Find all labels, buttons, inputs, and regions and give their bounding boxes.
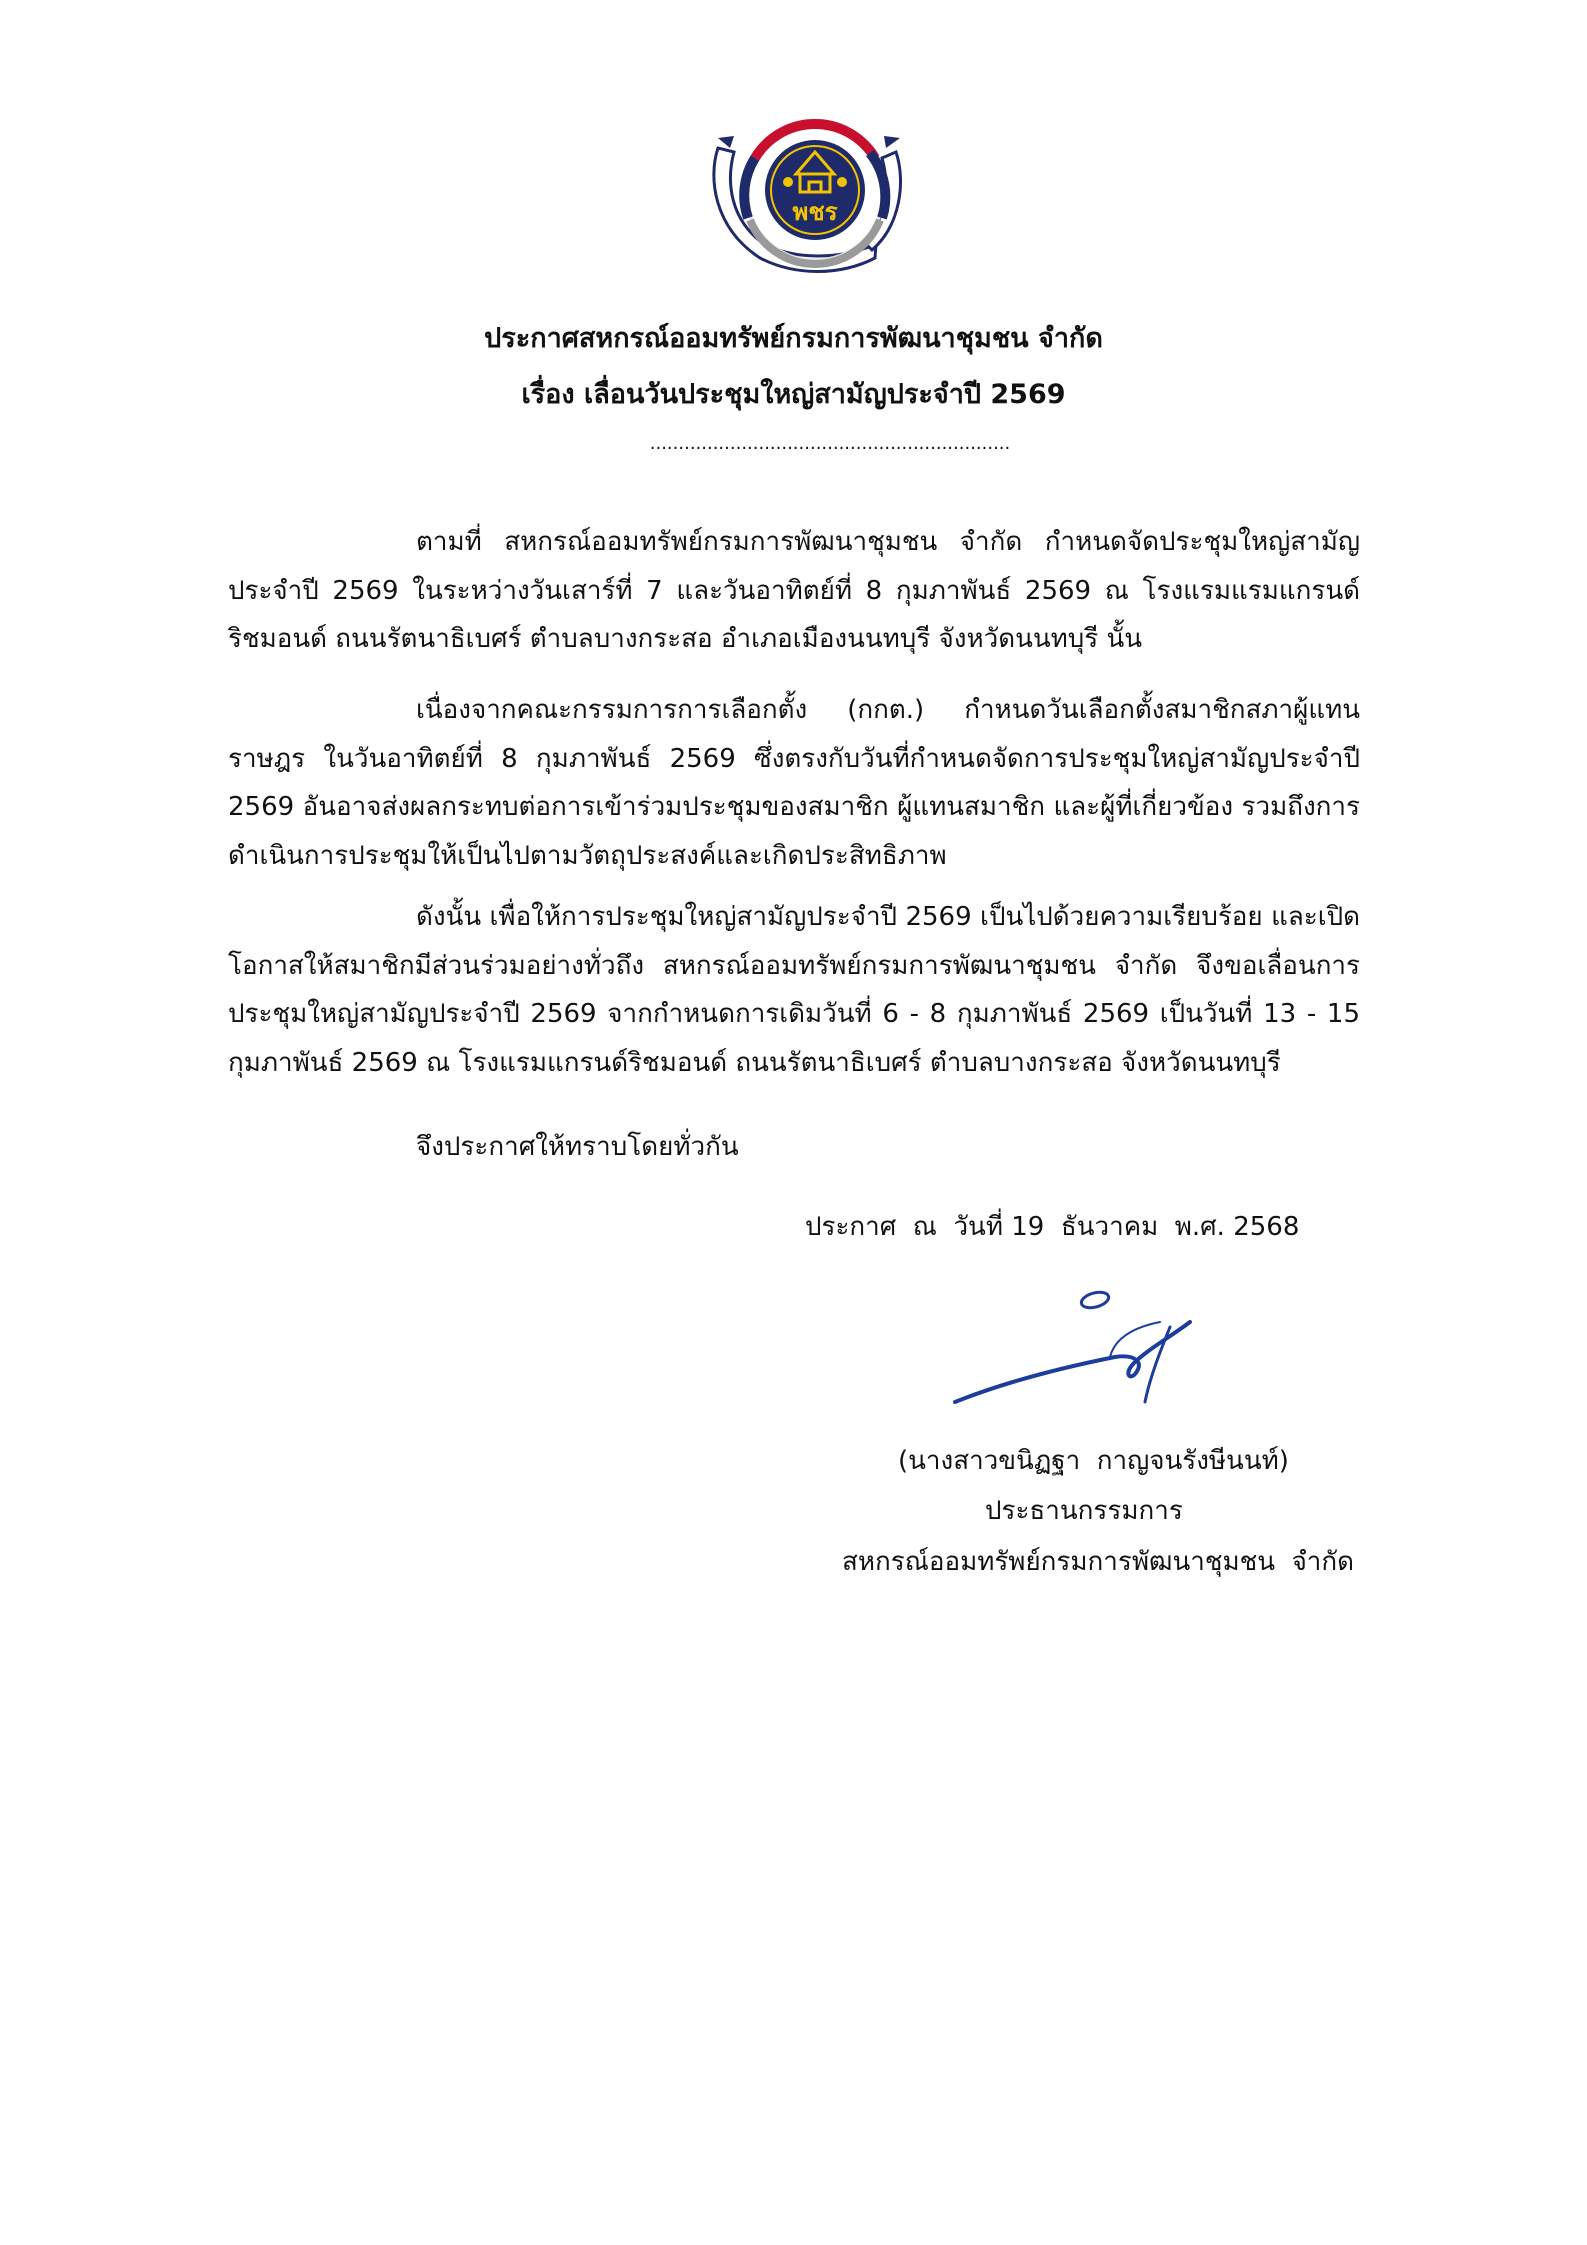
announce-date: ประกาศ ณ วันที่ 19 ธันวาคม พ.ศ. 2568 [805,1212,1300,1242]
paragraph-closing: จึงประกาศให้ทราบโดยทั่วกัน [416,1132,739,1162]
announcement-title: ประกาศสหกรณ์ออมทรัพย์กรมการพัฒนาชุมชน จำกัด [484,323,1103,354]
paragraph-2: เนื่องจากคณะกรรมการการเลือกตั้ง (กกต.) กำหนดวันเลือกตั้งสมาชิกสภาผู้แทนราษฎร ในวันอาทิตย์ที่ 8 กุมภาพันธ์ 2569 ซึ่งตรงกับวันที่กำหนดจัดการประชุมใหญ่สามัญประจำปี 2569 อันอาจส่งผลกระทบต่อการเข้าร่วมประชุมของสมาชิก ผู้แทนสมาชิก และผู้ที่เกี่ยวข้อง รวมถึงการดำเนินการประชุมให้เป็นไปตามวัตถุประสงค์และเกิดประสิทธิภาพ [228,695,1360,871]
announcement-subject: เรื่อง เลื่อนวันประชุมใหญ่สามัญประจำปี 2569 [521,379,1066,410]
signer-name: (นางสาวขนิฏฐา กาญจนรังษีนนท์) [898,1446,1289,1476]
paragraph-1: ตามที่ สหกรณ์ออมทรัพย์กรมการพัฒนาชุมชน จำกัด กำหนดจัดประชุมใหญ่สามัญประจำปี 2569 ในระหว่างวันเสาร์ที่ 7 และวันอาทิตย์ที่ 8 กุมภาพันธ์ 2569 ณ โรงแรมแรมแกรนด์ริชมอนด์ ถนนรัตนาธิเบศร์ ตำบลบางกระสอ อำเภอเมืองนนทบุรี จังหวัดนนทบุรี นั้น [228,527,1360,654]
title-divider: ............................................................... [649,433,1011,454]
paragraph-3: ดังนั้น เพื่อให้การประชุมใหญ่สามัญประจำปี 2569 เป็นไปด้วยความเรียบร้อย และเปิดโอกาสให้สมาชิกมีส่วนร่วมอย่างทั่วถึง สหกรณ์ออมทรัพย์กรมการพัฒนาชุมชน จำกัด จึงขอเลื่อนการประชุมใหญ่สามัญประจำปี 2569 จากกำหนดการเดิมวันที่ 6 - 8 กุมภาพันธ์ 2569 เป็นวันที่ 13 - 15 กุมภาพันธ์ 2569 ณ โรงแรมแกรนด์ริชมอนด์ ถนนรัตนาธิเบศร์ ตำบลบางกระสอ จังหวัดนนทบุรี [228,902,1360,1078]
logo-monogram: พชร [792,198,838,226]
signer-position: ประธานกรรมการ [985,1496,1183,1526]
cooperative-logo [700,108,930,278]
signer-organization: สหกรณ์ออมทรัพย์กรมการพัฒนาชุมชน จำกัด [842,1547,1355,1577]
signature [945,1282,1205,1432]
